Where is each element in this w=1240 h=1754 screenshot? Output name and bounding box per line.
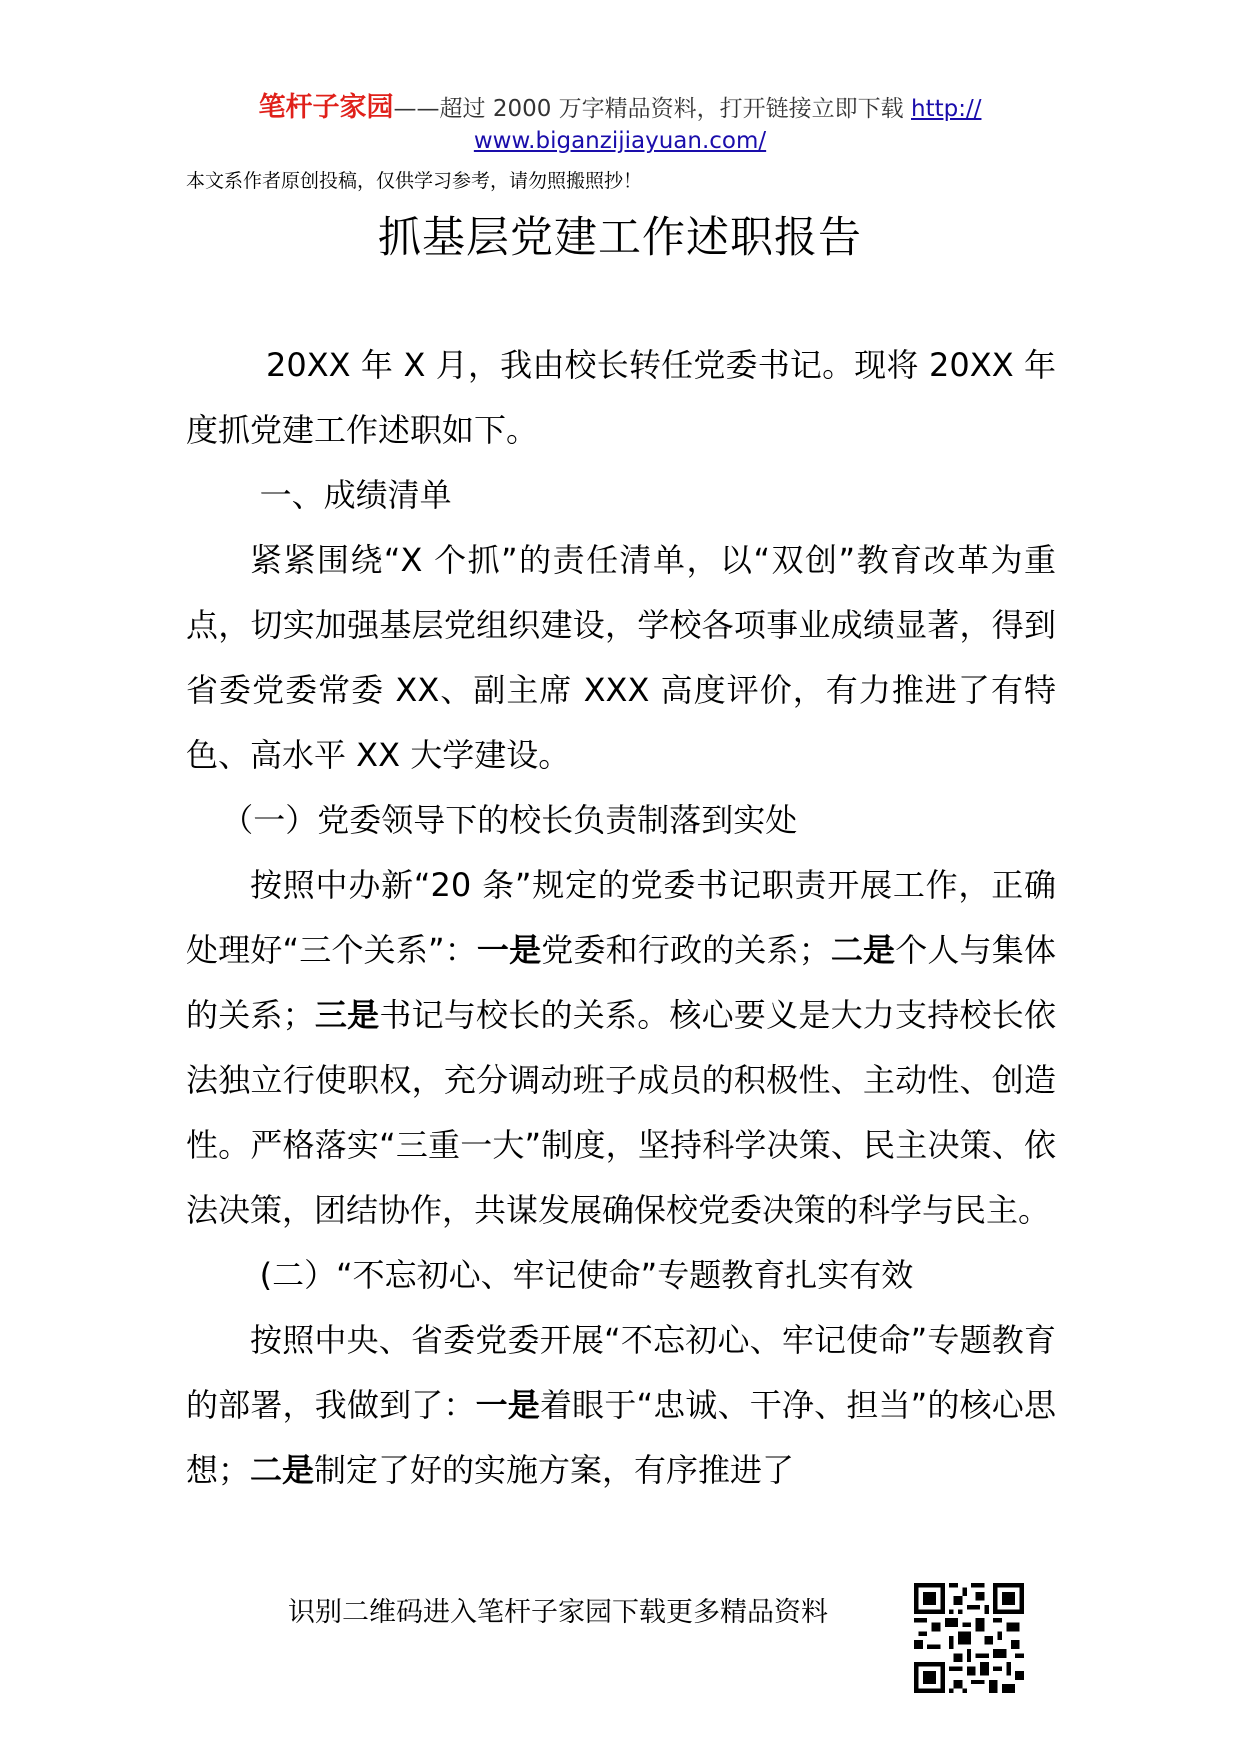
p4-text-a: 按照中央、省委党委开展“不忘初心、牢记使命”专题教育的部署，我做到了： [186, 1321, 1056, 1424]
footer-text: 识别二维码进入笔杆子家园下载更多精品资料 [288, 1597, 828, 1628]
copyright-notice: 本文系作者原创投稿，仅供学习参考，请勿照搬照抄！ [186, 170, 643, 192]
brand-name: 笔杆子家园 [258, 92, 394, 123]
intro-paragraph: 20XX 年 X 月，我由校长转任党委书记。现将 20XX 年度抓党建工作述职如下。 [186, 346, 1056, 449]
p3-bold-1: 一是 [476, 931, 542, 969]
p3-text-c: 党委和行政的关系； [541, 931, 831, 969]
p3-bold-2: 二是 [830, 931, 896, 969]
p4-text-c: 着眼于“忠诚、干净、担当”的核心思想； [186, 1386, 1056, 1489]
paragraph-achievements: 紧紧围绕“X 个抓”的责任清单，以“双创”教育改革为重点，切实加强基层党组织建设，学校各项事业成绩显著，得到省委党委常委 XX、副主席 XXX 高度评价，有力推进了有特色、高水平 XX 大学建设。 [186, 541, 1056, 774]
p3-text-a: 按照中办新“20 条”规定的党委书记职责开展工作，正确处理好“三个关系”： [186, 866, 1056, 969]
p4-text-d: 制定了好的实施方案，有序推进了 [314, 1451, 795, 1489]
p3-bold-3: 三是 [314, 996, 380, 1034]
document-title: 抓基层党建工作述职报告 [378, 213, 862, 263]
header-tagline: ——超过 2000 万字精品资料，打开链接立即下载 [393, 96, 911, 122]
qr-code-icon[interactable] [914, 1583, 1024, 1693]
p3-text-e: 书记与校长的关系。核心要义是大力支持校长依法独立行使职权，充分调动班子成员的积极性、主动性、创造性。严格落实“三重一大”制度，坚持科学决策、民主决策、依法决策，团结协作，共谋发展确保校党委决策的科学与民主。 [186, 996, 1056, 1229]
p3-text-d: 个人与集体的关系； [186, 931, 1056, 1034]
p4-bold-1: 一是 [475, 1386, 540, 1424]
site-link-part2[interactable]: www.biganzijiayuan.com/ [473, 128, 767, 154]
document-body [186, 333, 1056, 1503]
subsection-heading-2: (二）“不忘初心、牢记使命”专题教育扎实有效 [259, 1256, 914, 1294]
subsection-heading-1: （一）党委领导下的校长负责制落到实处 [221, 801, 798, 839]
site-link-part1[interactable]: http:// [911, 96, 982, 122]
header-line-1 [0, 92, 1240, 125]
section-heading-1: 一、成绩清单 [259, 476, 452, 514]
page-header [0, 92, 1240, 157]
p4-bold-2: 二是 [250, 1451, 315, 1489]
paragraph-responsibility [186, 853, 1056, 1243]
paragraph-education [186, 1308, 1056, 1503]
header-line-2 [0, 125, 1240, 157]
